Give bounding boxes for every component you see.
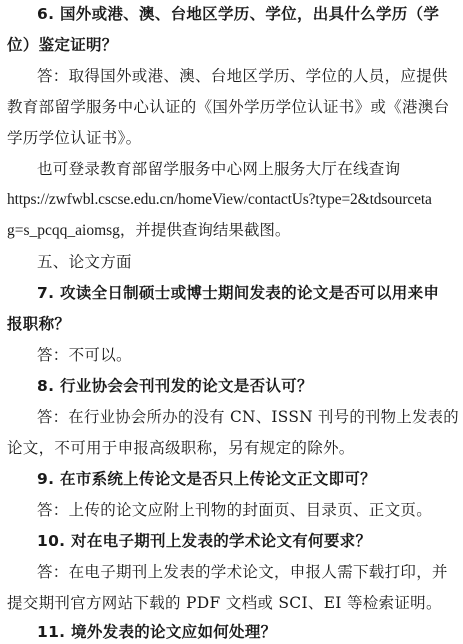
answer-10-line-2: 提交期刊官方网站下载的 PDF 文档或 SCI、EI 等检索证明。 [7, 594, 442, 612]
answer-7: 答：不可以。 [37, 346, 132, 364]
answer-6-line-4: 也可登录教育部留学服务中心网上服务大厅在线查询 [37, 160, 401, 178]
answer-6-line-1: 答：取得国外或港、澳、台地区学历、学位的人员，应提供 [37, 67, 448, 85]
question-6-line-2: 位）鉴定证明？ [7, 36, 118, 54]
answer-10-line-1: 答：在电子期刊上发表的学术论文，申报人需下载打印，并 [37, 563, 448, 581]
question-7-line-2: 报职称？ [7, 315, 71, 333]
answer-6-url-line-1: https://zwfwbl.cscse.edu.cn/homeView/contactUs?type=2&tdsourceta [7, 191, 432, 208]
question-9: 9. 在市系统上传论文是否只上传论文正文即可？ [37, 470, 376, 488]
question-7-line-1: 7. 攻读全日制硕士或博士期间发表的论文是否可以用来申 [37, 284, 440, 302]
answer-6-line-2: 教育部留学服务中心认证的《国外学历学位认证书》或《港澳台 [7, 98, 450, 116]
question-6-line-1: 6. 国外或港、澳、台地区学历、学位，出具什么学历（学 [37, 5, 440, 23]
question-11: 11. 境外发表的论文应如何处理？ [37, 623, 277, 641]
question-8: 8. 行业协会会刊刊发的论文是否认可？ [37, 377, 313, 395]
section-heading-papers: 五、论文方面 [37, 253, 132, 271]
answer-8-line-2: 论文，不可用于申报高级职称，另有规定的除外。 [7, 439, 355, 457]
answer-9: 答：上传的论文应附上刊物的封面页、目录页、正文页。 [37, 501, 433, 519]
answer-6-url-line-2: g=s_pcqq_aiomsg，并提供查询结果截图。 [7, 222, 291, 239]
answer-6-line-3: 学历学位认证书》。 [7, 129, 142, 147]
question-10: 10. 对在电子期刊上发表的学术论文有何要求？ [37, 532, 372, 550]
answer-8-line-1: 答：在行业协会所办的没有 CN、ISSN 刊号的刊物上发表的 [37, 408, 459, 426]
